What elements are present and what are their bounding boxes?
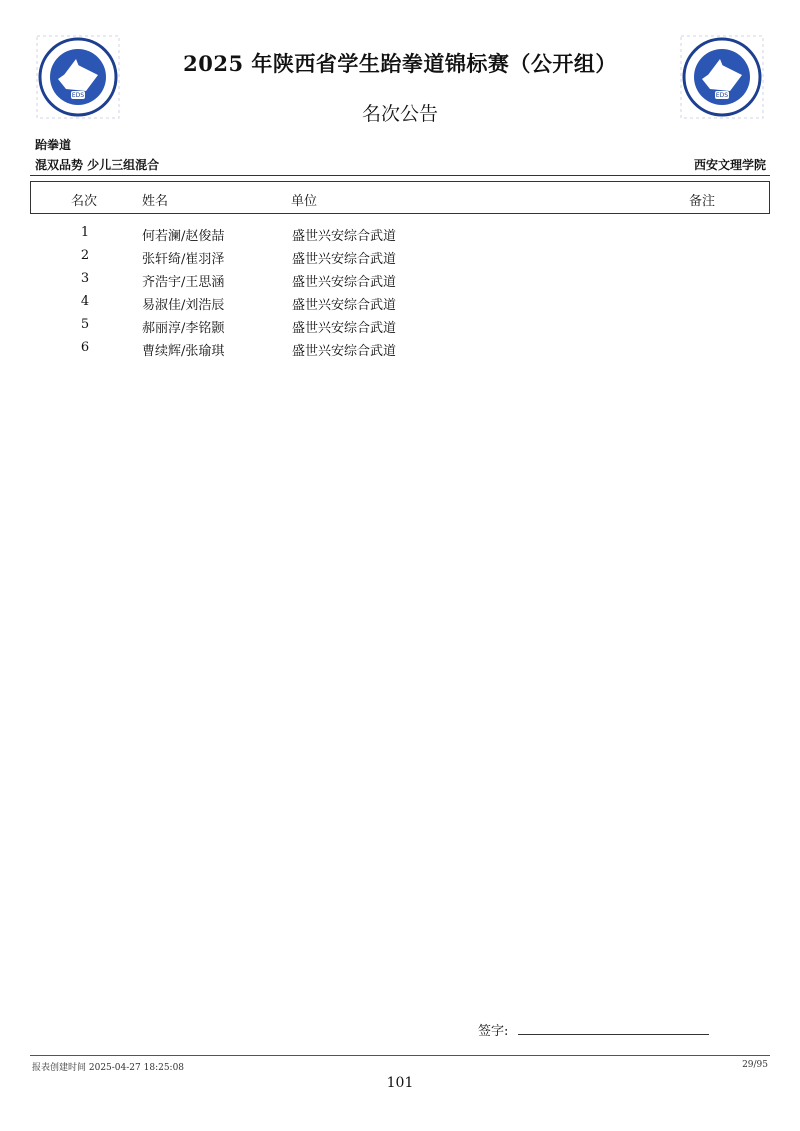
signature-label: 签字: — [478, 1024, 509, 1039]
unit-cell: 盛世兴安综合武道 — [292, 275, 397, 290]
unit-cell: 盛世兴安综合武道 — [292, 321, 397, 336]
unit-cell: 盛世兴安综合武道 — [292, 344, 397, 359]
column-header-name: 姓名 — [142, 194, 169, 209]
name-cell: 何若澜/赵俊喆 — [142, 229, 225, 244]
column-header-note: 备注 — [689, 194, 716, 209]
name-cell: 易淑佳/刘浩辰 — [142, 298, 225, 313]
signature-line — [518, 1034, 709, 1035]
table-row — [30, 337, 770, 360]
document-subtitle: 名次公告 — [361, 103, 438, 125]
unit-cell: 盛世兴安综合武道 — [292, 252, 397, 267]
name-cell: 张轩绮/崔羽泽 — [142, 252, 225, 267]
rank-cell: 6 — [80, 340, 90, 355]
event-label: 混双品势 少儿三组混合 — [35, 158, 160, 172]
column-header-rank: 名次 — [71, 194, 98, 209]
svg-text:EDS: EDS — [715, 92, 729, 99]
unit-cell: 盛世兴安综合武道 — [292, 298, 397, 313]
table-row — [30, 314, 770, 337]
results-table-body — [30, 222, 770, 360]
sport-label: 跆拳道 — [35, 138, 72, 152]
rank-cell: 3 — [80, 271, 90, 286]
rank-cell: 2 — [80, 248, 90, 263]
table-row — [30, 291, 770, 314]
footer-divider — [30, 1055, 770, 1056]
rank-cell: 5 — [80, 317, 90, 332]
unit-cell: 盛世兴安综合武道 — [292, 229, 397, 244]
page-number: 101 — [386, 1075, 414, 1091]
header-divider — [30, 175, 770, 176]
table-row — [30, 245, 770, 268]
name-cell: 齐浩宇/王思涵 — [142, 275, 225, 290]
rank-cell: 4 — [80, 294, 90, 309]
rank-cell: 1 — [80, 225, 90, 240]
column-header-unit: 单位 — [291, 194, 318, 209]
page-count: 29/95 — [742, 1060, 768, 1070]
table-row — [30, 222, 770, 245]
report-created-time: 报表创建时间 2025-04-27 18:25:08 — [32, 1063, 185, 1073]
name-cell: 郝丽淳/李铭颢 — [142, 321, 225, 336]
table-row — [30, 268, 770, 291]
document-title: 2025 年陕西省学生跆拳道锦标赛（公开组） — [183, 51, 617, 76]
svg-text:EDS: EDS — [71, 92, 85, 99]
table-header — [30, 181, 770, 214]
name-cell: 曹续辉/张瑜琪 — [142, 344, 225, 359]
venue-label: 西安文理学院 — [693, 158, 766, 172]
